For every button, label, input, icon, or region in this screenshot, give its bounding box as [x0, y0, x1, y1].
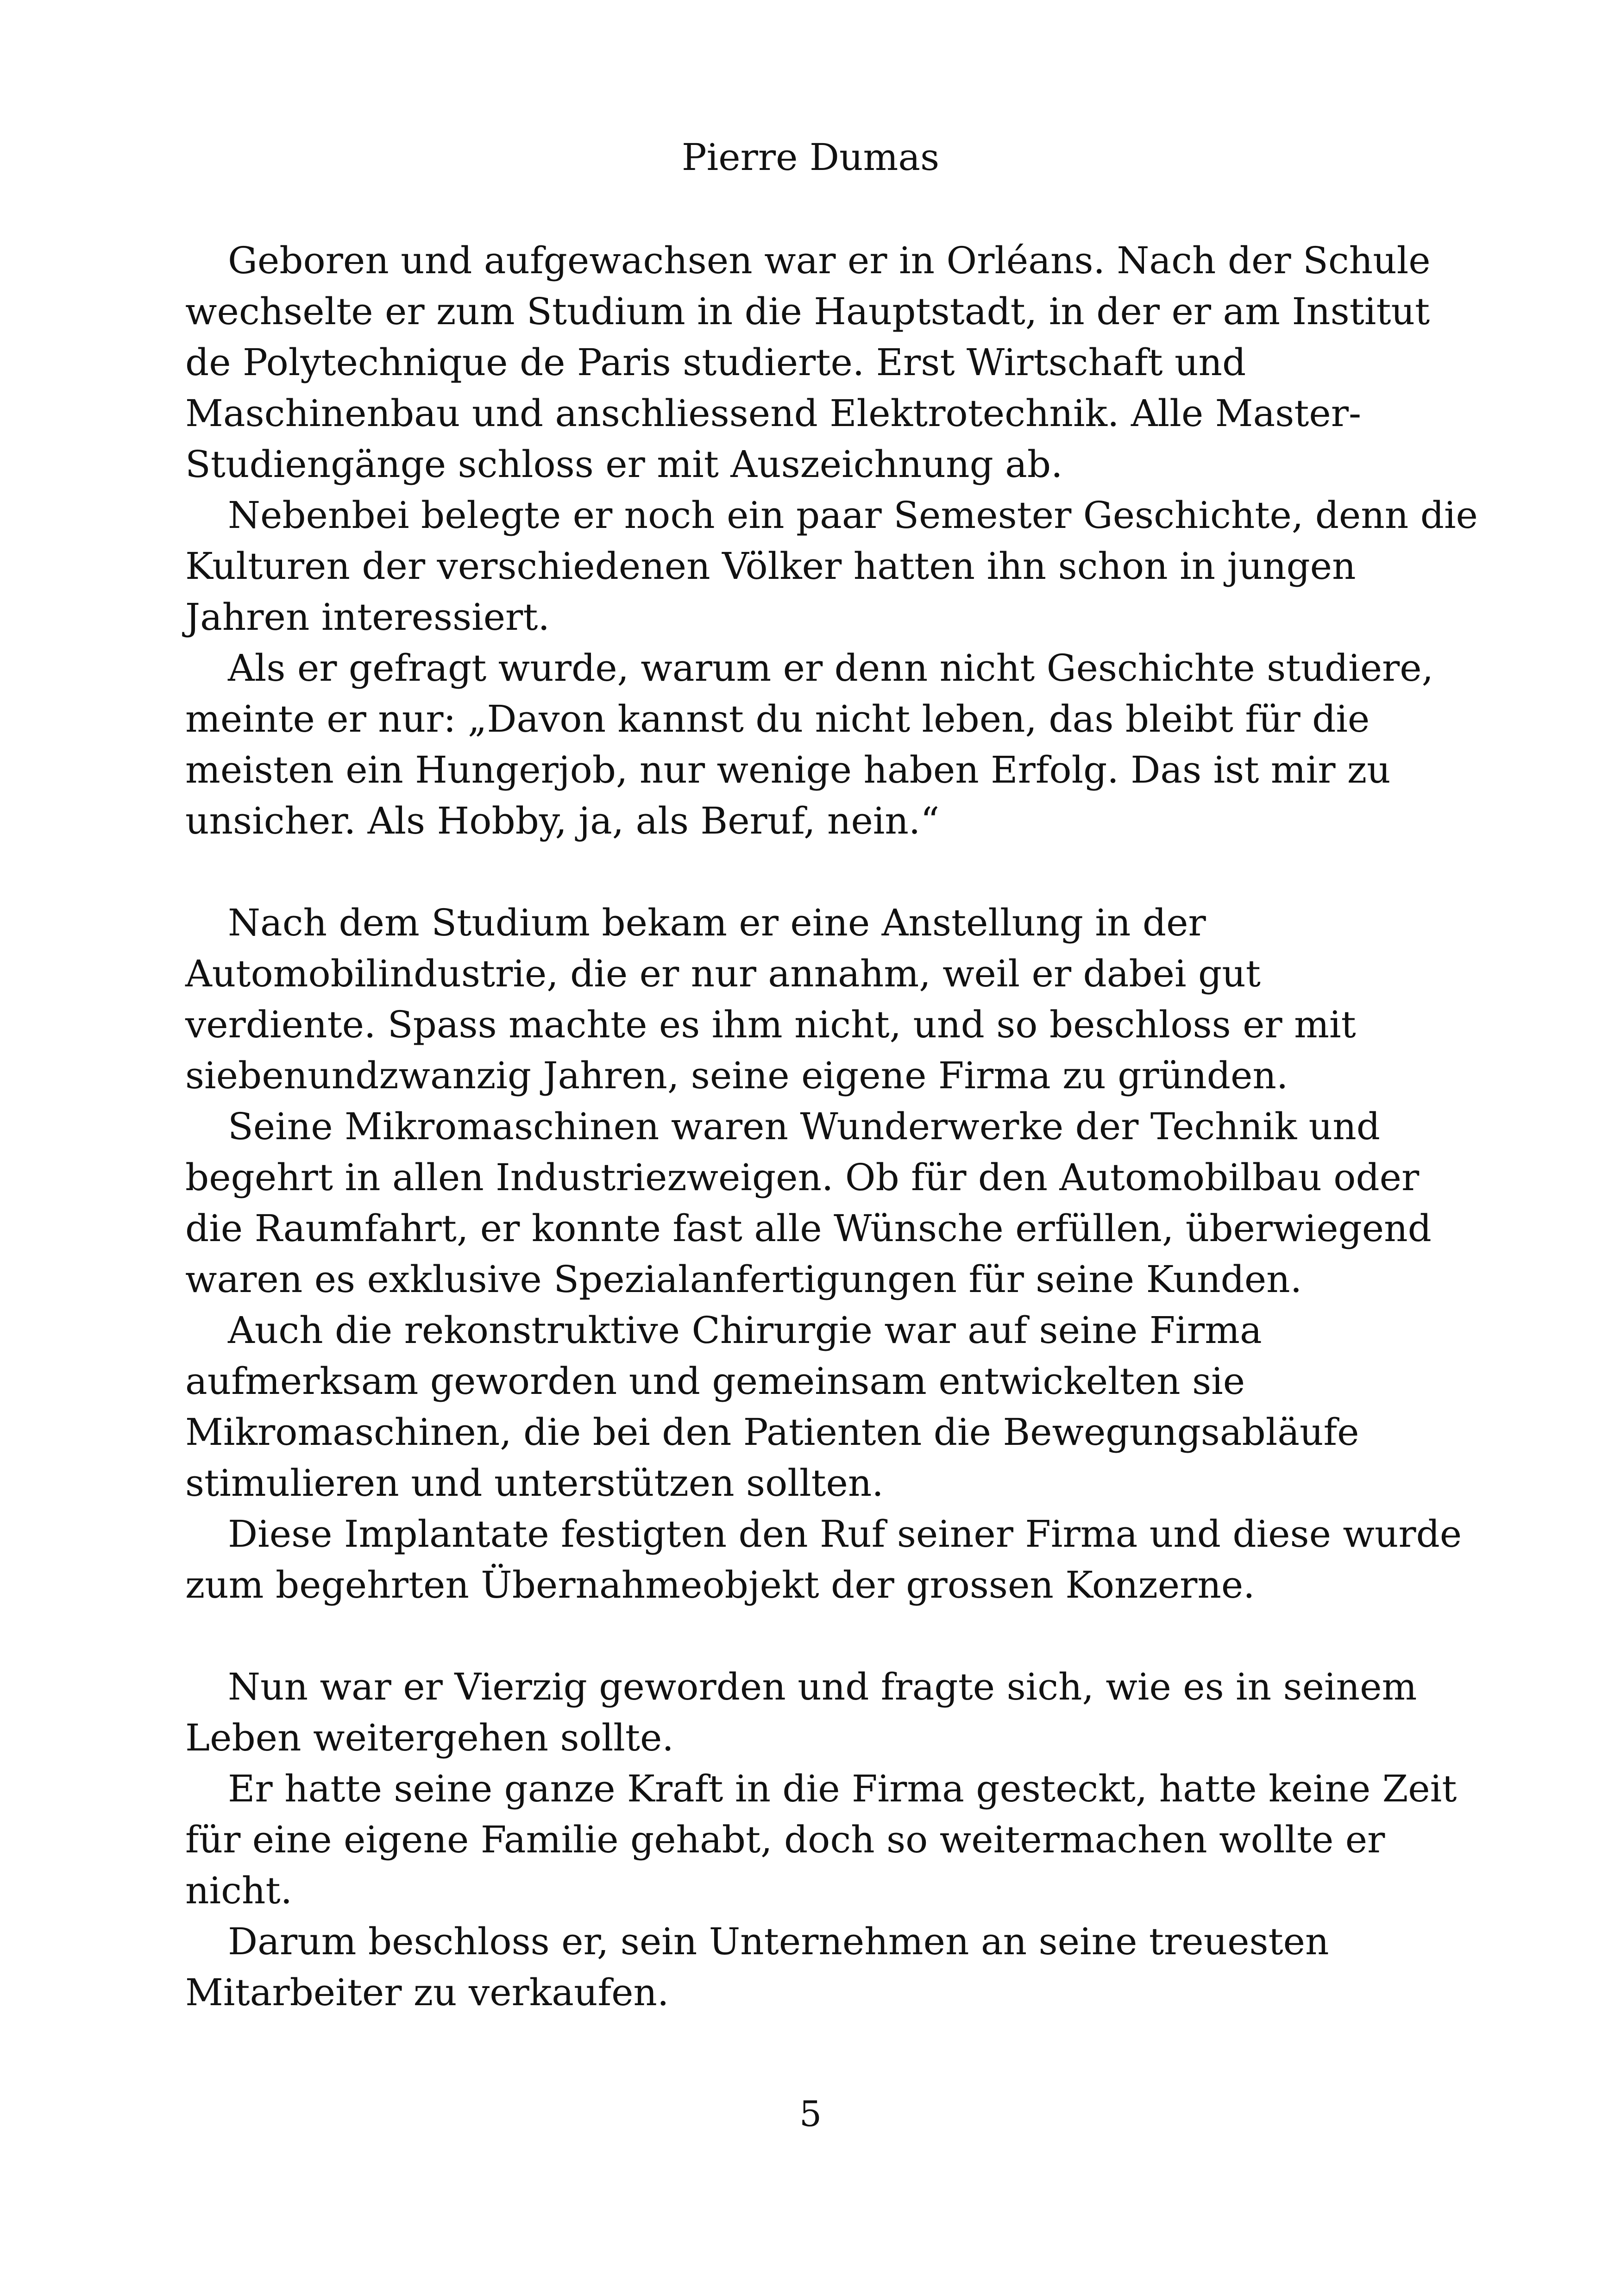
- section-gap: [185, 1611, 1464, 1662]
- text-line: Jahren interessiert.: [185, 596, 550, 639]
- text-line: begehrt in allen Industriezweigen. Ob für den Automobilbau oder: [185, 1156, 1420, 1199]
- text-line: Mitarbeiter zu verkaufen.: [185, 1971, 669, 2014]
- text-line: Diese Implantate festigten den Ruf seiner Firma und diese wurde: [228, 1512, 1462, 1556]
- text-line: Auch die rekonstruktive Chirurgie war auf seine Firma: [228, 1309, 1262, 1352]
- text-line: unsicher. Als Hobby, ja, als Beruf, nein.“: [185, 799, 940, 842]
- text-line: zum begehrten Übernahmeobjekt der grossen Konzerne.: [185, 1563, 1255, 1606]
- text-line: Geboren und aufgewachsen war er in Orléans. Nach der Schule: [228, 239, 1431, 282]
- section-gap: [185, 847, 1464, 897]
- text-line: Als er gefragt wurde, warum er denn nicht Geschichte studiere,: [228, 646, 1434, 690]
- text-line: nicht.: [185, 1869, 293, 1912]
- text-line: aufmerksam geworden und gemeinsam entwickelten sie: [185, 1360, 1245, 1403]
- text-line: meisten ein Hungerjob, nur wenige haben Erfolg. Das ist mir zu: [185, 748, 1391, 791]
- text-line: Nach dem Studium bekam er eine Anstellung in der: [228, 901, 1206, 944]
- text-line: Mikromaschinen, die bei den Patienten die Bewegungsabläufe: [185, 1411, 1359, 1454]
- text-line: Leben weitergehen sollte.: [185, 1716, 674, 1759]
- text-line: wechselte er zum Studium in die Hauptstadt, in der er am Institut: [185, 290, 1430, 333]
- text-line: siebenundzwanzig Jahren, seine eigene Firma zu gründen.: [185, 1054, 1288, 1097]
- text-line: Er hatte seine ganze Kraft in die Firma gesteckt, hatte keine Zeit: [228, 1767, 1457, 1810]
- text-line: Darum beschloss er, sein Unternehmen an seine treuesten: [228, 1920, 1329, 1963]
- text-line: Automobilindustrie, die er nur annahm, weil er dabei gut: [185, 952, 1261, 995]
- text-line: verdiente. Spass machte es ihm nicht, und so beschloss er mit: [185, 1003, 1356, 1046]
- text-line: Studiengänge schloss er mit Auszeichnung ab.: [185, 443, 1063, 486]
- text-line: meinte er nur: „Davon kannst du nicht leben, das bleibt für die: [185, 697, 1370, 740]
- text-line: Nun war er Vierzig geworden und fragte sich, wie es in seinem: [228, 1665, 1417, 1708]
- text-line: Seine Mikromaschinen waren Wunderwerke der Technik und: [228, 1105, 1380, 1148]
- page-title: Pierre Dumas: [681, 136, 940, 179]
- body-text: [185, 235, 1478, 2018]
- text-line: für eine eigene Familie gehabt, doch so weitermachen wollte er: [185, 1818, 1385, 1861]
- text-line: waren es exklusive Spezialanfertigungen für seine Kunden.: [185, 1258, 1302, 1301]
- text-line: de Polytechnique de Paris studierte. Erst Wirtschaft und: [185, 341, 1246, 384]
- page-number: 5: [799, 2093, 822, 2134]
- text-line: Maschinenbau und anschliessend Elektrotechnik. Alle Master-: [185, 392, 1362, 435]
- text-line: Kulturen der verschiedenen Völker hatten ihn schon in jungen: [185, 545, 1356, 588]
- text-line: die Raumfahrt, er konnte fast alle Wünsche erfüllen, überwiegend: [185, 1207, 1432, 1250]
- text-line: stimulieren und unterstützen sollten.: [185, 1462, 884, 1505]
- text-line: Nebenbei belegte er noch ein paar Semester Geschichte, denn die: [228, 494, 1478, 537]
